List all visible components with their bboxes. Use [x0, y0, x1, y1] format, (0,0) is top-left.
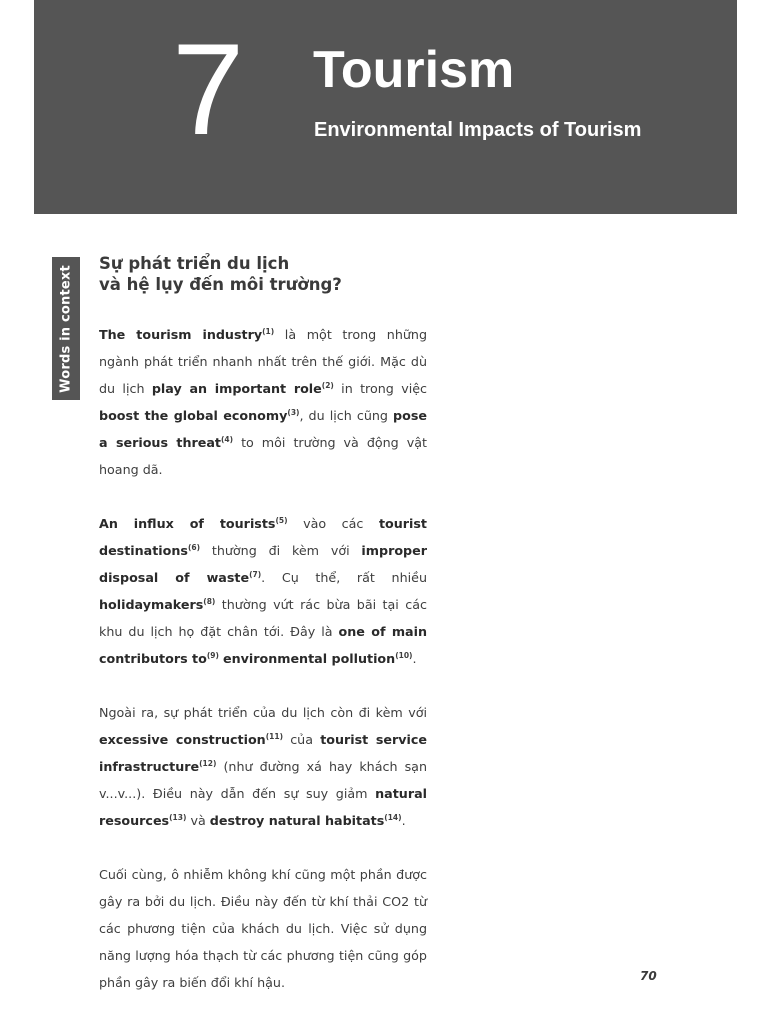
chapter-number: 7: [172, 16, 245, 162]
paragraph: [99, 699, 427, 834]
side-tab: [52, 257, 80, 400]
body-text: , du lịch cũng: [299, 408, 394, 423]
body-text: in trong việc: [333, 381, 428, 396]
key-term: tourist destinations: [99, 516, 427, 558]
footnote-ref: (14): [384, 813, 402, 822]
key-term: pose a serious threat: [99, 408, 427, 450]
chapter-subtitle: Environmental Impacts of Tourism: [314, 119, 642, 141]
chapter-header: [34, 0, 737, 214]
chapter-title: Tourism: [313, 41, 515, 99]
section-heading: [99, 253, 429, 295]
key-term: improper disposal of waste: [99, 543, 427, 585]
footnote-ref: (8): [203, 597, 216, 606]
body-text: thường vứt rác bừa bãi tại các khu du lịch họ đặt chân tới. Đây là: [99, 597, 427, 639]
article-body: [99, 321, 427, 1023]
footnote-ref: (7): [249, 570, 262, 579]
key-term: The tourism industry: [99, 327, 263, 342]
footnote-ref: (10): [395, 651, 413, 660]
body-text: là một trong những ngành phát triển nhanh nhất trên thế giới. Mặc dù du lịch: [99, 327, 427, 396]
section-heading-line-2: và hệ lụy đến môi trường?: [99, 275, 342, 294]
paragraph: [99, 510, 427, 672]
body-text: vào các: [287, 516, 379, 531]
footnote-ref: (4): [220, 435, 234, 444]
footnote-ref: (13): [169, 813, 187, 822]
side-tab-label: Words in context: [58, 264, 74, 393]
footnote-ref: (11): [265, 732, 283, 741]
body-text: của: [283, 732, 321, 747]
body-text: Ngoài ra, sự phát triển của du lịch còn đi kèm với: [99, 705, 427, 720]
body-text: Cuối cùng, ô nhiễm không khí cũng một phần được gây ra bởi du lịch. Điều này đến từ khí thải CO2 từ các phương tiện của khách du lịch. Việc sử dụng năng lượng hóa thạch từ các phương tiện cũng góp phần gây ra biến đổi khí hậu.: [99, 867, 427, 990]
key-term: natural resources: [99, 786, 427, 828]
page-number: 70: [640, 969, 657, 983]
footnote-ref: (3): [287, 408, 300, 417]
section-heading-line-1: Sự phát triển du lịch: [99, 254, 290, 273]
body-text: . Cụ thể, rất nhiều: [261, 570, 427, 585]
key-term: environmental pollution: [222, 651, 396, 666]
key-term: boost the global economy: [99, 408, 288, 423]
key-term: play an important role: [151, 381, 322, 396]
footnote-ref: (9): [206, 651, 219, 660]
key-term: one of main contributors to: [99, 624, 427, 666]
body-text: và: [186, 813, 210, 828]
footnote-ref: (2): [321, 381, 334, 390]
body-text: .: [412, 651, 417, 666]
body-text: thường đi kèm với: [200, 543, 362, 558]
body-text: (như đường xá hay khách sạn v...v...). Điều này dẫn đến sự suy giảm: [99, 759, 427, 801]
key-term: holidaymakers: [99, 597, 204, 612]
key-term: destroy natural habitats: [209, 813, 385, 828]
key-term: tourist service infrastructure: [99, 732, 427, 774]
paragraph: [99, 861, 427, 996]
paragraph: [99, 321, 427, 483]
body-text: .: [401, 813, 406, 828]
footnote-ref: (12): [199, 759, 217, 768]
body-text: to môi trường và động vật hoang dã.: [99, 435, 427, 477]
footnote-ref: (5): [275, 516, 288, 525]
key-term: excessive construction: [99, 732, 266, 747]
footnote-ref: (6): [187, 543, 201, 552]
key-term: An influx of tourists: [99, 516, 276, 531]
footnote-ref: (1): [262, 327, 275, 336]
